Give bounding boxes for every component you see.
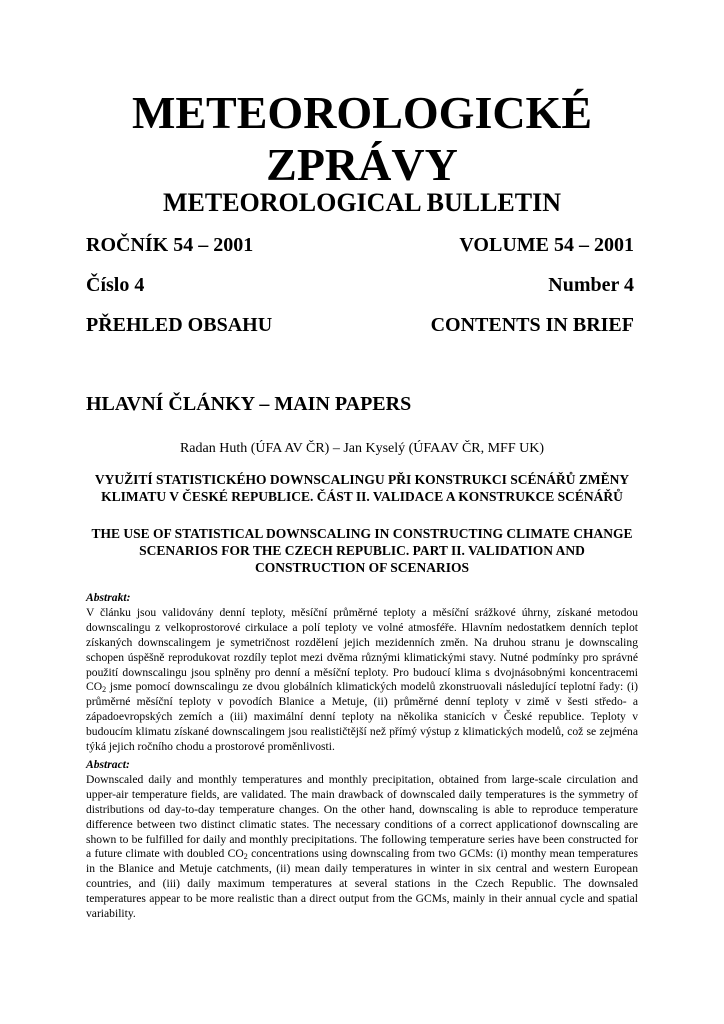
abstract-czech-text-part2: jsme pomocí downscalingu ze dvou globálních klimatických modelů zkonstruovali následující teplotní řady: (i) průměrné měsíční teploty v povodích Blanice a Metuje, (ii) průměrné denní teploty v zimě v šesti středo- a západoevropských zemích a (iii) maximální denní teploty na několika stanicích v České republice. Teploty v budoucím klimatu získané downscalingem jsou realističtější než přímý výstup z klimatických modelů, což se zejména týká jejich ročního chodu a prostorové proměnlivosti. [86,680,638,754]
paper-title-czech: VYUŽITÍ STATISTICKÉHO DOWNSCALINGU PŘI KONSTRUKCI SCÉNÁŘŮ ZMĚNY KLIMATU V ČESKÉ REPUBLICE. ČÁST II. VALIDACE A KONSTRUKCE SCÉNÁŘŮ [94,472,630,504]
contents-row [86,313,634,337]
number-row [86,273,634,297]
volume-row [86,233,634,257]
abstract-czech-subscript: 2 [102,685,107,695]
paper-authors: Radan Huth (ÚFA AV ČR) – Jan Kyselý (ÚFAAV ČR, MFF UK) [179,441,545,456]
contents-en: CONTENTS IN BRIEF [430,314,634,336]
contents-cz: PŘEHLED OBSAHU [86,314,273,336]
abstract-english-text-part1: Downscaled daily and monthly temperatures and monthly precipitation, obtained from large-scale circulation and upper-air temperature fields, are validated. The main drawback of downscaled daily temperatures is the symmetry of distributions od day-to-day temperature changes. On the other hand, downscaling is able to reproduce temperature difference between two distinct climatic states. The necessary conditions of a correct applicationof downscaling are shown to be fulfilled for daily and monthly precipitations. The following temperature series have been constructed for a future climate with doubled CO [86,772,638,861]
paper-title-english: THE USE OF STATISTICAL DOWNSCALING IN CONSTRUCTING CLIMATE CHANGE SCENARIOS FOR THE CZECH REPUBLIC. PART II. VALIDATION AND CONSTRUCTION OF SCENARIOS [91,526,633,575]
abstract-english-label: Abstract: [86,758,130,771]
abstract-czech-label: Abstrakt: [86,591,131,604]
volume-en: VOLUME 54 – 2001 [459,234,634,256]
number-cz: Číslo 4 [86,274,145,296]
journal-title-line1: METEOROLOGICKÉ [131,87,593,138]
journal-title-line2: ZPRÁVY [266,139,458,190]
abstract-czech-text-part1: V článku jsou validovány denní teploty, měsíční průměrné teploty a měsíční srážkové úhrny, získané metodou downscalingu z velkoprostorové cirkulace a polí teploty ve volné atmosféře. Hlavním nedostatkem denních teplot získaných downscalingem je symetričnost rozdělení jejich mezidenních změn. Na druhou stranu je downscaling schopen úspěšně reprodukovat rozdíly teplot mezi dvěma různými klimatickými stavy. Nutné podmínky pro správné použití downscalingu jsou splněny pro denní a měsíční teploty. Pro budoucí klima s dvojnásobnými koncentracemi CO [86,605,638,694]
abstract-english-text-part2: concentrations using downscaling from two GCMs: (i) monthy mean temperatures in the Blanice and Metuje catchments, (ii) mean daily temperatures in winter in six central and western European countries, and (iii) daily maximum temperatures at several stations in the Czech Republic. The downsaled temperatures appear to be more realistic than a direct output from the GCMs, mainly in their annual cycle and spatial variability. [86,847,638,921]
number-en: Number 4 [548,274,634,296]
abstract-english-subscript: 2 [243,852,248,862]
abstract-english [86,758,638,922]
abstract-czech [86,591,638,755]
journal-subtitle: METEOROLOGICAL BULLETIN [162,188,562,217]
section-heading: HLAVNÍ ČLÁNKY – MAIN PAPERS [86,393,412,415]
volume-cz: ROČNÍK 54 – 2001 [86,234,254,256]
